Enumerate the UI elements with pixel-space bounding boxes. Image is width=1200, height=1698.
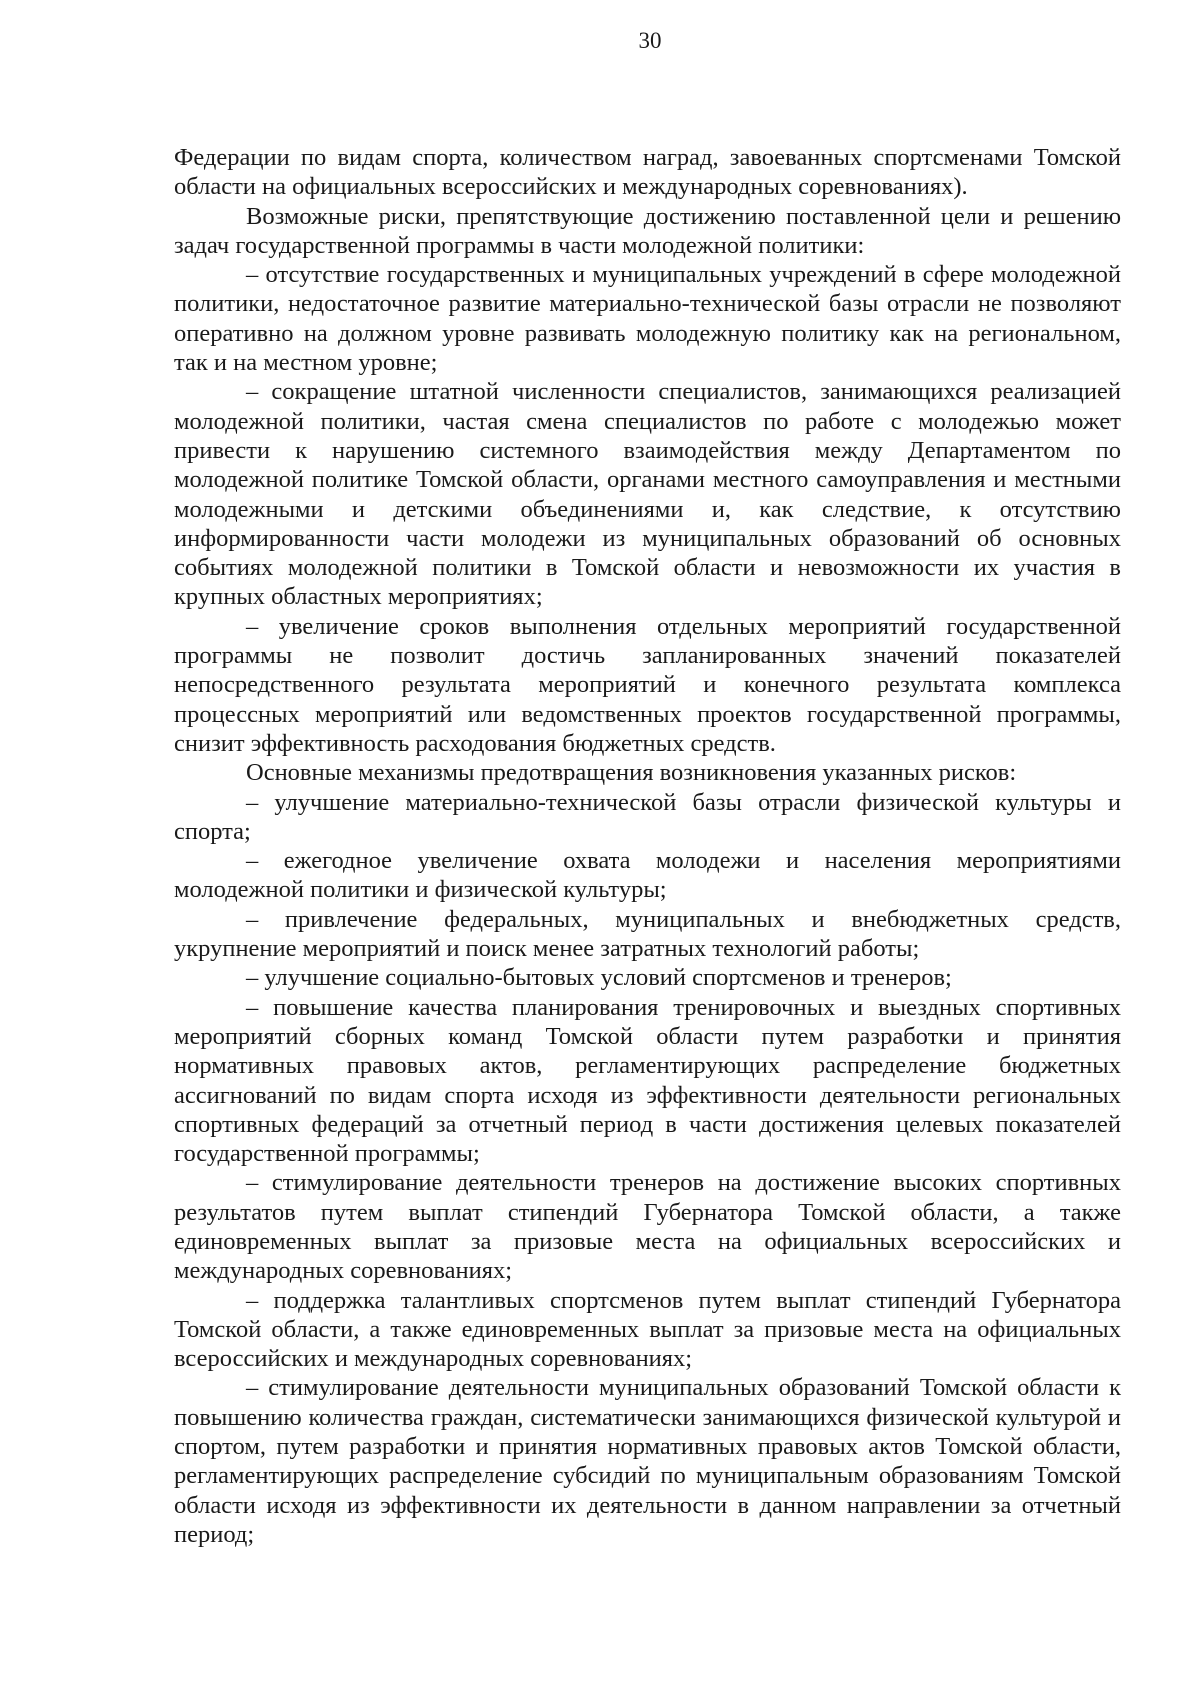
- list-item: – стимулирование деятельности муниципальных образований Томской области к повышению количества граждан, систематически занимающихся физической культурой и спортом, путем разработки и принятия нормативных правовых актов Томской области, регламентирующих распределение субсидий по муниципальным образованиям Томской области исходя из эффективности их деятельности в данном направлении за отчетный период;: [174, 1374, 1121, 1548]
- list-item: – привлечение федеральных, муниципальных и внебюджетных средств, укрупнение мероприятий и поиск менее затратных технологий работы;: [174, 905, 1121, 963]
- list-item: – сокращение штатной численности специалистов, занимающихся реализацией молодежной политики, частая смена специалистов по работе с молодежью может привести к нарушению системного взаимодействия между Департаментом по молодежной политике Томской области, органами местного самоуправления и местными молодежными и детскими объединениями и, как следствие, к отсутствию информированности части молодежи из муниципальных образований об основных событиях молодежной политики в Томской области и невозможности их участия в крупных областных мероприятиях;: [174, 378, 1121, 611]
- list-item: – поддержка талантливых спортсменов путем выплат стипендий Губернатора Томской области, а также единовременных выплат за призовые места на официальных всероссийских и международных соревнованиях;: [174, 1286, 1121, 1373]
- list-item: – улучшение материально-технической базы отрасли физической культуры и спорта;: [174, 788, 1121, 845]
- list-item: – стимулирование деятельности тренеров на достижение высоких спортивных результатов путем выплат стипендий Губернатора Томской области, а также единовременных выплат за призовые места на официальных всероссийских и международных соревнованиях;: [174, 1169, 1121, 1285]
- paragraph: Федерации по видам спорта, количеством наград, завоеванных спортсменами Томской области на официальных всероссийских и международных соревнованиях).: [174, 144, 1121, 201]
- list-item: – улучшение социально-бытовых условий спортсменов и тренеров;: [246, 964, 952, 992]
- list-item: – отсутствие государственных и муниципальных учреждений в сфере молодежной политики, недостаточное развитие материально-технической базы отрасли не позволяют оперативно на должном уровне развивать молодежную политику как на региональном, так и на местном уровне;: [174, 261, 1121, 377]
- list-item: – ежегодное увеличение охвата молодежи и населения мероприятиями молодежной политики и физической культуры;: [174, 847, 1121, 904]
- body-text: [174, 143, 1121, 1549]
- paragraph: Возможные риски, препятствующие достижению поставленной цели и решению задач государственной программы в части молодежной политики:: [174, 202, 1121, 259]
- list-item: – увеличение сроков выполнения отдельных мероприятий государственной программы не позволит достичь запланированных значений показателей непосредственного результата мероприятий и конечного результата комплекса процессных мероприятий или ведомственных проектов государственной программы, снизит эффективность расходования бюджетных средств.: [174, 612, 1121, 757]
- paragraph: Основные механизмы предотвращения возникновения указанных рисков:: [246, 759, 1017, 787]
- list-item: – повышение качества планирования тренировочных и выездных спортивных мероприятий сборных команд Томской области путем разработки и принятия нормативных правовых актов, регламентирующих распределение бюджетных ассигнований по видам спорта исходя из эффективности деятельности региональных спортивных федераций за отчетный период в части достижения целевых показателей государственной программы;: [174, 993, 1121, 1168]
- page-number: 30: [638, 28, 662, 53]
